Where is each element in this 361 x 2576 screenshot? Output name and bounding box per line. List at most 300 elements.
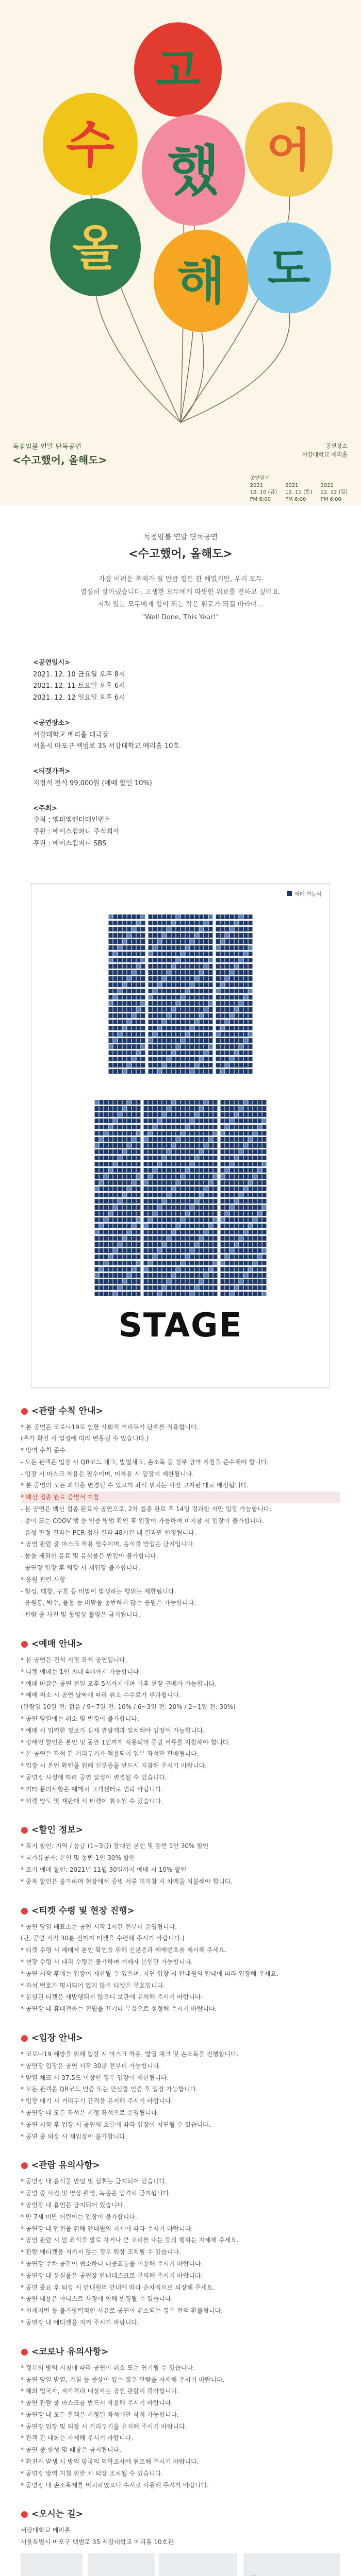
seat	[127, 1273, 132, 1278]
seat	[137, 939, 141, 944]
seat	[244, 1026, 248, 1030]
section-line: * 예매 마감은 공연 전일 오후 5시까지이며 이후 현장 구매가 가능합니다.	[21, 1680, 217, 1687]
seat	[249, 995, 253, 999]
seat	[249, 982, 253, 987]
seat-row	[109, 1007, 253, 1012]
seat-row	[95, 1279, 267, 1284]
seat	[104, 1168, 108, 1173]
seat	[162, 1038, 167, 1043]
seat	[104, 1224, 108, 1228]
seat	[214, 1131, 218, 1136]
seat	[190, 921, 194, 925]
seat	[123, 1100, 127, 1105]
seat	[221, 1100, 225, 1105]
seat	[253, 1248, 257, 1253]
seat	[176, 1100, 180, 1105]
seat	[137, 1279, 141, 1284]
seat	[132, 1044, 136, 1049]
seat	[209, 1131, 213, 1136]
seat	[190, 1187, 194, 1191]
seat-block	[216, 945, 253, 950]
seat	[132, 921, 136, 925]
seat	[230, 939, 234, 944]
seat	[235, 1020, 239, 1024]
seat	[244, 1013, 248, 1018]
seat	[118, 1211, 122, 1216]
seat	[249, 933, 253, 938]
seat	[200, 1230, 204, 1234]
notice-sections	[0, 1403, 361, 2576]
seat	[200, 1001, 204, 1006]
seat	[214, 1292, 218, 1296]
seat	[204, 1242, 208, 1247]
seat	[141, 933, 145, 938]
seat	[132, 1279, 136, 1284]
seat	[153, 989, 157, 993]
seat	[137, 1125, 141, 1129]
seat	[137, 1026, 141, 1030]
seat	[186, 1242, 190, 1247]
seat	[204, 1020, 208, 1024]
seat	[167, 1001, 171, 1006]
seat	[230, 1026, 234, 1030]
section-line: * 공연 관람 시 앞 좌석을 발로 차거나 큰 소리를 내는 등의 행위는 자제해 주세요.	[21, 2236, 239, 2244]
seat	[176, 933, 180, 938]
seat	[244, 1292, 248, 1296]
seat	[149, 989, 153, 993]
seat	[141, 1063, 145, 1067]
seat	[249, 964, 253, 969]
seat	[176, 982, 180, 987]
seat-block	[216, 1001, 253, 1006]
seat	[244, 1069, 248, 1074]
seat	[149, 952, 153, 956]
seat	[104, 1162, 108, 1166]
section-line: * 관람 에티켓을 지키지 않는 경우 퇴장 조치될 수 있습니다.	[21, 2248, 181, 2256]
seat-block	[95, 1205, 141, 1210]
seat-block	[144, 1156, 218, 1160]
seat	[195, 1026, 199, 1030]
seat	[204, 1001, 208, 1006]
seat	[137, 1063, 141, 1067]
seat-row	[95, 1285, 267, 1290]
seat	[253, 1125, 257, 1129]
section-line: * 정부의 방역 지침에 따라 공연이 취소 또는 연기될 수 있습니다.	[21, 2364, 195, 2371]
seat	[127, 970, 132, 975]
seat	[162, 1020, 167, 1024]
seat	[149, 1168, 153, 1173]
seat	[244, 1001, 248, 1006]
seat	[235, 921, 239, 925]
seat	[167, 914, 171, 919]
seat	[137, 952, 141, 956]
seat	[195, 1125, 199, 1129]
seat	[239, 1279, 243, 1284]
seat	[158, 1242, 162, 1247]
seat	[176, 1199, 180, 1204]
seat	[132, 1063, 136, 1067]
seat	[172, 1187, 176, 1191]
seat	[144, 1199, 148, 1204]
seat	[137, 995, 141, 999]
seat	[141, 1026, 145, 1030]
seat-row	[109, 1044, 253, 1049]
seat	[127, 921, 132, 925]
seat	[127, 1285, 132, 1290]
seat-block	[144, 1261, 218, 1265]
seat	[149, 1255, 153, 1259]
seat	[137, 1007, 141, 1012]
ticket-block	[33, 766, 328, 790]
seat	[214, 1168, 218, 1173]
seat	[104, 1205, 108, 1210]
seat-block	[95, 1279, 141, 1284]
seat	[209, 1106, 213, 1111]
seat	[186, 921, 190, 925]
seat	[221, 1149, 225, 1154]
seat	[181, 1044, 185, 1049]
seat	[209, 964, 213, 969]
seat	[118, 1156, 122, 1160]
seat	[123, 921, 127, 925]
balloon-letter: 어	[267, 123, 311, 177]
seat	[204, 1032, 208, 1037]
seat	[214, 1224, 218, 1228]
seat	[141, 1032, 145, 1037]
seat	[181, 1279, 185, 1284]
section-title-text: <관람 수칙 안내>	[31, 1405, 103, 1416]
seat	[167, 1149, 171, 1154]
seat	[132, 1180, 136, 1185]
seat	[109, 1230, 113, 1234]
seat	[172, 995, 176, 999]
seat	[132, 1187, 136, 1191]
seat	[162, 1100, 167, 1105]
seat	[176, 1285, 180, 1290]
seat	[204, 1050, 208, 1055]
seat	[149, 1007, 153, 1012]
seat	[249, 1001, 253, 1006]
seat	[132, 1292, 136, 1296]
seat	[153, 1044, 157, 1049]
seat	[214, 1174, 218, 1179]
seat-row	[95, 1174, 267, 1179]
seat	[113, 1001, 118, 1006]
seat	[158, 964, 162, 969]
seat	[158, 1137, 162, 1142]
seat	[216, 1026, 220, 1030]
seat	[149, 1001, 153, 1006]
intro-title: <수고했어, 올해도>	[128, 548, 233, 561]
seat	[109, 1242, 113, 1247]
section-line: * 공연 당일 발열, 기침 등 증상이 있는 경우 관람을 자제해 주시기 바랍니다.	[21, 2376, 225, 2383]
seat	[249, 1279, 253, 1284]
seat	[149, 1106, 153, 1111]
section-line: 서울특별시 마포구 백범로 35 서강대학교 메리홀 10호관	[21, 2538, 174, 2546]
seat	[195, 1001, 199, 1006]
seat	[181, 1026, 185, 1030]
seat	[235, 927, 239, 931]
seat	[204, 982, 208, 987]
seat-row	[95, 1242, 267, 1247]
seat	[195, 1292, 199, 1296]
info-line: 2021. 12. 12 일요일 오후 6시	[33, 694, 125, 702]
seat	[204, 939, 208, 944]
seat	[225, 1285, 229, 1290]
seat	[200, 958, 204, 962]
seat	[225, 1118, 229, 1123]
seat	[149, 1100, 153, 1105]
seat	[221, 1143, 225, 1148]
seat	[118, 989, 122, 993]
seat	[230, 1131, 234, 1136]
seat	[158, 1236, 162, 1241]
info-line: 서울시 마포구 백범로 35 서강대학교 메리홀 10호	[33, 742, 179, 751]
seat	[225, 921, 229, 925]
seat	[158, 1255, 162, 1259]
seat	[172, 1211, 176, 1216]
section-line: * 공연장 내 휴대전화는 전원을 끄거나 무음으로 설정해 주시기 바랍니다.	[21, 2005, 217, 2013]
seat-block	[216, 1057, 253, 1061]
seat	[244, 989, 248, 993]
seat	[190, 1057, 194, 1061]
seat	[95, 1292, 99, 1296]
seat	[221, 927, 225, 931]
seat	[123, 1038, 127, 1043]
seat	[132, 1285, 136, 1290]
seat	[118, 1063, 122, 1067]
seat	[225, 952, 229, 956]
seat	[149, 1174, 153, 1179]
seat	[244, 1032, 248, 1037]
seat	[225, 1001, 229, 1006]
seat	[137, 1242, 141, 1247]
seat	[230, 989, 234, 993]
seat-block	[216, 1063, 253, 1067]
seat	[127, 1168, 132, 1173]
seat	[113, 1217, 118, 1222]
section-line: * 공연 내용은 아티스트 사정에 의해 변경될 수 있습니다.	[21, 2295, 173, 2303]
seat	[162, 976, 167, 981]
seat	[258, 1285, 262, 1290]
seat	[221, 1057, 225, 1061]
seat	[262, 1187, 267, 1191]
seat	[172, 1193, 176, 1197]
seat	[162, 1112, 167, 1117]
seat	[181, 1162, 185, 1166]
seat	[200, 1038, 204, 1043]
bullet-icon: ●	[21, 1405, 28, 1416]
seat	[127, 1230, 132, 1234]
seat	[235, 1187, 239, 1191]
seat-block	[144, 1267, 218, 1272]
seat-block	[216, 995, 253, 999]
seat	[214, 1156, 218, 1160]
seat	[153, 1038, 157, 1043]
seat-block	[216, 982, 253, 987]
seat	[137, 1069, 141, 1074]
seat-block	[149, 914, 213, 919]
seat	[95, 1156, 99, 1160]
seat	[195, 1131, 199, 1136]
seat	[123, 1125, 127, 1129]
seat	[132, 1255, 136, 1259]
section-line: * 공연장 방역 지침 위반 시 퇴장 조치될 수 있습니다.	[21, 2469, 163, 2477]
seat-block	[144, 1273, 218, 1278]
seat	[162, 1193, 167, 1197]
seat	[209, 1149, 213, 1154]
seat	[162, 1217, 167, 1222]
seat	[249, 1261, 253, 1265]
seat	[118, 1242, 122, 1247]
seat	[100, 1217, 104, 1222]
seat-block	[95, 1125, 141, 1129]
seat	[149, 958, 153, 962]
seat	[149, 1137, 153, 1142]
seat	[109, 1001, 113, 1006]
seat	[221, 1038, 225, 1043]
seat-block	[95, 1273, 141, 1278]
seat	[172, 1026, 176, 1030]
seat	[172, 1137, 176, 1142]
seat	[109, 1050, 113, 1055]
seat	[204, 1069, 208, 1074]
seat	[244, 964, 248, 969]
seat-block	[95, 1106, 141, 1111]
section-line: * 공연장 사정에 따라 공연 일정이 변경될 수 있습니다.	[21, 1774, 167, 1782]
seat	[200, 939, 204, 944]
seat-row	[95, 1125, 267, 1129]
seat	[209, 1292, 213, 1296]
seat	[230, 914, 234, 919]
seat	[186, 970, 190, 975]
seat	[214, 1199, 218, 1204]
section-title-text: <코로나 유의사항>	[31, 2346, 109, 2357]
seat	[249, 1217, 253, 1222]
seat	[141, 958, 145, 962]
seat	[123, 933, 127, 938]
seat	[225, 976, 229, 981]
seat	[167, 1057, 171, 1061]
seat	[209, 1020, 213, 1024]
seat	[186, 1100, 190, 1105]
seat	[144, 1242, 148, 1247]
seat	[181, 1255, 185, 1259]
seat	[113, 976, 118, 981]
seat	[235, 982, 239, 987]
seat	[216, 1032, 220, 1037]
seat	[186, 1285, 190, 1290]
seat	[162, 1162, 167, 1166]
section-line: * 공연 종료 후 퇴장 시 안내원의 안내에 따라 순차적으로 퇴장해 주세요.	[21, 2283, 215, 2291]
seat	[137, 970, 141, 975]
seat	[167, 1261, 171, 1265]
seat	[172, 1118, 176, 1123]
seat	[100, 1149, 104, 1154]
seat	[239, 958, 243, 962]
info-line: 지정석 전석 99,000원 (예매 할인 10%)	[33, 779, 152, 787]
seat	[249, 1180, 253, 1185]
seat	[200, 1193, 204, 1197]
seat-block	[216, 989, 253, 993]
seat	[149, 945, 153, 950]
seat	[200, 964, 204, 969]
seat	[95, 1193, 99, 1197]
seat	[181, 1131, 185, 1136]
seat	[176, 1162, 180, 1166]
seat	[195, 1168, 199, 1173]
seat	[109, 1156, 113, 1160]
seat	[172, 1007, 176, 1012]
seat	[214, 1236, 218, 1241]
seat-block	[95, 1174, 141, 1179]
section-line: * 기타 문의사항은 예매처 고객센터로 연락 바랍니다.	[21, 1785, 163, 1793]
seat	[249, 1211, 253, 1216]
seat	[249, 989, 253, 993]
seat-block	[95, 1187, 141, 1191]
venue-label: <공연장소>	[33, 719, 71, 727]
seat	[158, 914, 162, 919]
seat-block	[95, 1100, 141, 1105]
seat-block	[221, 1211, 267, 1216]
seat	[123, 1069, 127, 1074]
seat	[200, 976, 204, 981]
seat-block	[221, 1156, 267, 1160]
seat-row	[95, 1100, 267, 1105]
seat	[225, 1131, 229, 1136]
seat	[118, 1285, 122, 1290]
seat	[109, 1112, 113, 1117]
seat	[186, 1267, 190, 1272]
seat	[244, 1285, 248, 1290]
seat-block	[144, 1106, 218, 1111]
seat	[249, 1267, 253, 1272]
seat	[95, 1236, 99, 1241]
seat	[172, 970, 176, 975]
seat	[249, 1248, 253, 1253]
seat	[123, 1205, 127, 1210]
notice-section	[21, 1636, 340, 1807]
seat	[253, 1174, 257, 1179]
seat	[221, 1292, 225, 1296]
seat-row	[109, 1001, 253, 1006]
seat	[141, 1044, 145, 1049]
seat	[109, 1205, 113, 1210]
seat	[204, 976, 208, 981]
seat	[230, 1118, 234, 1123]
bullet-icon: ●	[21, 1639, 28, 1650]
seat	[249, 1106, 253, 1111]
seat	[209, 976, 213, 981]
info-line: 주최 : 엠피엠엔터테인먼트	[33, 816, 111, 824]
seat	[225, 1236, 229, 1241]
seat	[200, 1156, 204, 1160]
seat	[249, 1007, 253, 1012]
seat	[221, 1007, 225, 1012]
seat	[258, 1112, 262, 1117]
section-line: * 공연장 내 분실물은 공연장 안내데스크로 문의해 주시기 바랍니다.	[21, 2272, 203, 2279]
seat	[176, 1069, 180, 1074]
seat	[113, 1292, 118, 1296]
section-body	[21, 1840, 340, 1887]
seat-block	[95, 1236, 141, 1241]
seat	[104, 1255, 108, 1259]
seat	[95, 1180, 99, 1185]
seat	[235, 1211, 239, 1216]
seat	[158, 1224, 162, 1228]
seat-row	[95, 1292, 267, 1296]
seat	[200, 1100, 204, 1105]
